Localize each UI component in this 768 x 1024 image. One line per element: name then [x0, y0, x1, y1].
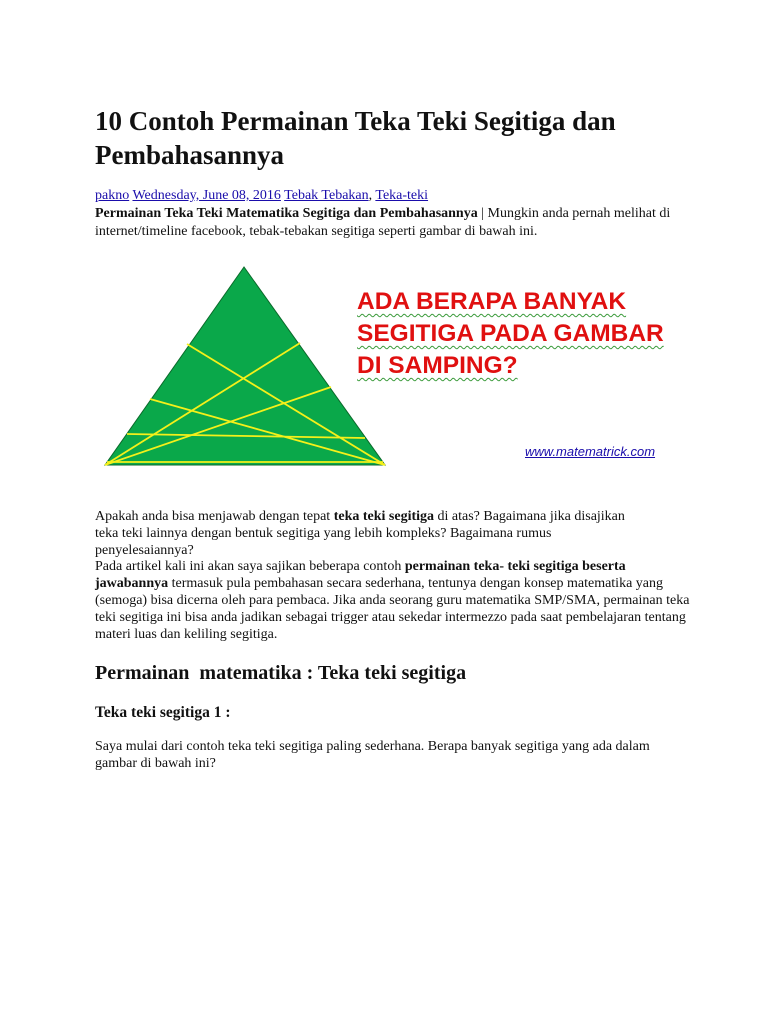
paragraph-1-a: Apakah anda bisa menjawab dengan tepat [95, 509, 334, 524]
figure-question-line2: SEGITIGA PADA GAMBAR [357, 320, 664, 347]
paragraph-2-bold: permainan teka- teki segitiga beserta jawabannya [95, 559, 626, 591]
category-link-tebak-tebakan[interactable]: Tebak Tebakan [284, 188, 369, 203]
intro-paragraph [95, 205, 695, 241]
category-link-teka-teki[interactable]: Teka-teki [375, 188, 429, 203]
intro-bold: Permainan Teka Teki Matematika Segitiga dan Pembahasannya [95, 206, 478, 221]
post-meta [95, 187, 428, 205]
paragraph-1-bold: teka teki segitiga [333, 509, 435, 524]
paragraph-2-a: Pada artikel kali ini akan saya sajikan beberapa contoh [95, 559, 405, 574]
author-link[interactable]: pakno [95, 188, 130, 203]
date-link[interactable]: Wednesday, June 08, 2016 [132, 188, 281, 203]
paragraph-1 [95, 508, 640, 559]
section-title: Permainan matematika : Teka teki segitiga [95, 662, 467, 684]
paragraph-1-c: di atas? Bagaimana jika disajikan teka teki lainnya dengan bentuk segitiga yang lebih kompleks? Bagaimana rumus penyelesaiannya? [95, 509, 625, 558]
triangle-puzzle-figure [95, 262, 695, 476]
figure-watermark-url: www.matematrick.com [525, 444, 656, 459]
puzzle-title: Teka teki segitiga 1 : [95, 704, 231, 721]
triangle-diagram [95, 262, 395, 476]
article-title: 10 Contoh Permainan Teka Teki Segitiga dan Pembahasannya [95, 106, 616, 170]
figure-question-line3: DI SAMPING? [357, 352, 518, 379]
category-separator: , [368, 188, 373, 203]
intro-separator: | [477, 206, 488, 221]
figure-question-line1: ADA BERAPA BANYAK [357, 288, 627, 315]
paragraph-2-c: termasuk pula pembahasan secara sederhana, tentunya dengan konsep matematika yang (semoga) bisa dicerna oleh para pembaca. Jika anda seorang guru matematika SMP/SMA, permainan teka teki segitiga ini bisa anda jadikan sebagai trigger atau sekedar intermezzo pada saat pembelajaran tentang materi luas dan keliling segitiga. [95, 576, 690, 642]
intro-text: Mungkin anda pernah melihat di internet/timeline facebook, tebak-tebakan segitiga seperti gambar di bawah ini. [95, 206, 671, 239]
paragraph-2 [95, 558, 695, 643]
paragraph-3: Saya mulai dari contoh teka teki segitiga paling sederhana. Berapa banyak segitiga yang ada dalam gambar di bawah ini? [95, 739, 650, 771]
figure-question [357, 286, 664, 382]
